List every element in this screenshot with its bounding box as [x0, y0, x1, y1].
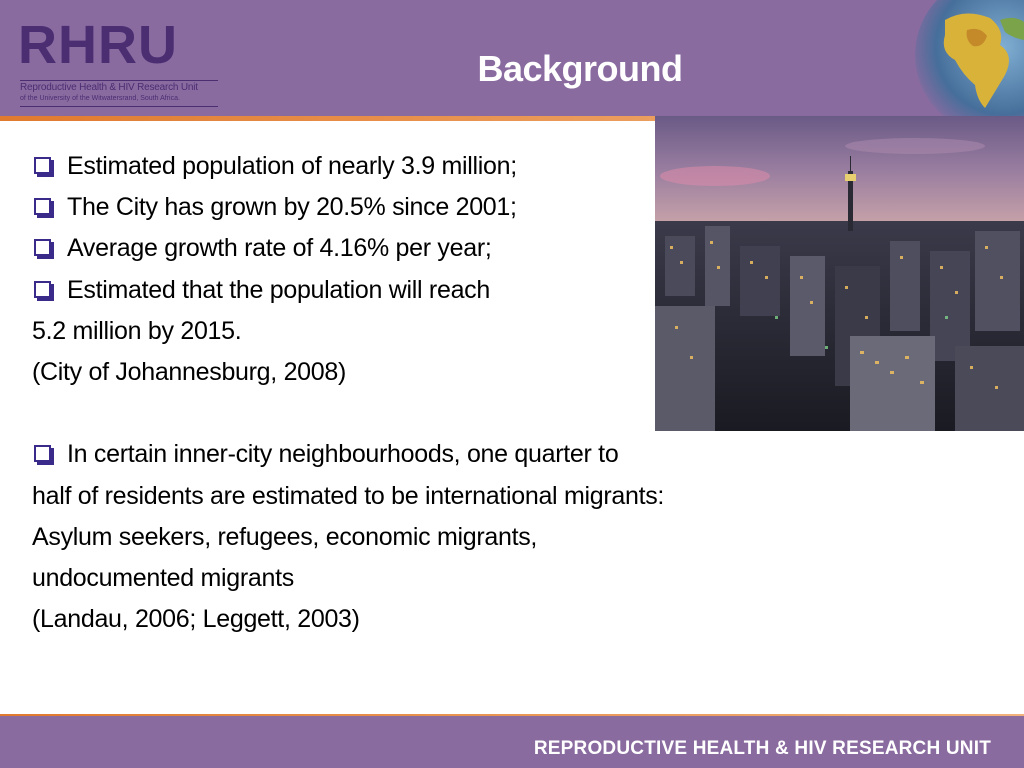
- checkbox-bullet-icon: [34, 198, 51, 215]
- slide-title: Background: [477, 48, 683, 89]
- bullet-text: Average growth rate of 4.16% per year;: [67, 234, 492, 263]
- logo-subtitle: Reproductive Health & HIV Research Unit: [20, 82, 198, 93]
- rhru-logo: [18, 14, 223, 109]
- checkbox-bullet-icon: [34, 445, 51, 462]
- bullet-text: The City has grown by 20.5% since 2001;: [67, 193, 517, 222]
- text-line: half of residents are estimated to be international migrants:: [32, 481, 665, 510]
- checkbox-bullet-icon: [34, 239, 51, 256]
- logo-divider: [20, 80, 218, 81]
- checkbox-bullet-icon: [34, 157, 51, 174]
- bullet-item: [32, 270, 732, 311]
- text-line: undocumented migrants: [32, 563, 294, 592]
- bullet-text: Estimated population of nearly 3.9 million;: [67, 152, 517, 180]
- text-line: (Landau, 2006; Leggett, 2003): [32, 605, 360, 634]
- checkbox-bullet-icon: [34, 281, 51, 298]
- bullet-item: [32, 146, 732, 187]
- text-line: Asylum seekers, refugees, economic migrants,: [32, 522, 538, 551]
- logo-affiliation: of the University of the Witwatersrand, South Africa.: [20, 95, 180, 102]
- bullet-item: [32, 187, 732, 228]
- bullet-text: In certain inner-city neighbourhoods, one quarter to: [67, 440, 619, 469]
- footer-text: REPRODUCTIVE HEALTH & HIV RESEARCH UNIT: [533, 738, 991, 759]
- slide-body: [32, 146, 732, 640]
- logo-divider-bottom: [20, 106, 218, 107]
- bullet-item: [32, 434, 732, 475]
- bullet-item: [32, 228, 732, 269]
- globe-image: [905, 0, 1024, 116]
- text-line: 5.2 million by 2015.: [32, 316, 242, 345]
- blank-line: [32, 393, 732, 434]
- text-line: (City of Johannesburg, 2008): [32, 357, 347, 386]
- logo-title: RHRU: [18, 15, 178, 75]
- bullet-text: Estimated that the population will reach: [67, 275, 490, 304]
